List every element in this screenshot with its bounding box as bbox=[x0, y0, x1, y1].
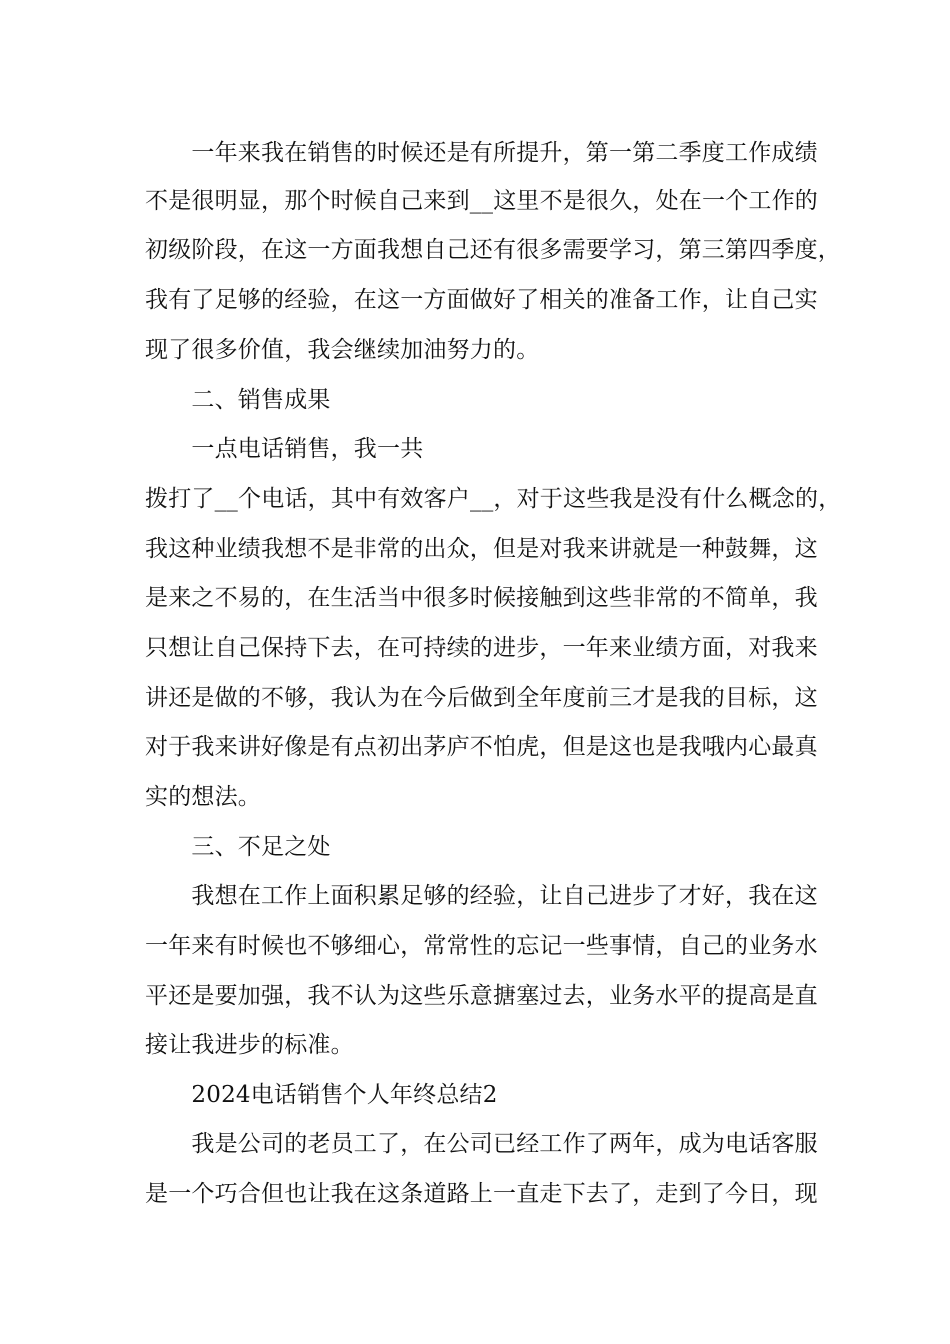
text-line: 我这种业绩我想不是非常的出众，但是对我来讲就是一种鼓舞，这 bbox=[145, 536, 818, 562]
section-heading: 二、销售成果 bbox=[145, 387, 331, 413]
text-line: 接让我进步的标准。 bbox=[145, 1032, 354, 1058]
text-line: 初级阶段，在这一方面我想自己还有很多需要学习，第三第四季度， bbox=[145, 237, 841, 263]
text-line: 不是很明显，那个时候自己来到__这里不是很久，处在一个工作的 bbox=[145, 188, 818, 214]
text-line: 现了很多价值，我会继续加油努力的。 bbox=[145, 337, 540, 363]
text-line: 一点电话销售，我一共 bbox=[145, 436, 424, 462]
text-line: 只想让自己保持下去，在可持续的进步，一年来业绩方面，对我来 bbox=[145, 635, 818, 661]
text-line: 一年来有时候也不够细心，常常性的忘记一些事情，自己的业务水 bbox=[145, 933, 818, 959]
text-line: 是一个巧合但也让我在这条道路上一直走下去了，走到了今日，现 bbox=[145, 1181, 818, 1207]
text-line: 对于我来讲好像是有点初出茅庐不怕虎，但是这也是我哦内心最真 bbox=[145, 734, 818, 760]
text-line: 拨打了__个电话，其中有效客户__，对于这些我是没有什么概念的， bbox=[145, 486, 842, 512]
text-line: 我想在工作上面积累足够的经验，让自己进步了才好，我在这 bbox=[145, 883, 818, 909]
text-line: 平还是要加强，我不认为这些乐意搪塞过去，业务水平的提高是直 bbox=[145, 983, 818, 1009]
text-line: 讲还是做的不够，我认为在今后做到全年度前三才是我的目标，这 bbox=[145, 685, 818, 711]
article-title: 2024电话销售个人年终总结2 bbox=[145, 1082, 498, 1108]
text-line: 实的想法。 bbox=[145, 784, 261, 810]
text-line: 我是公司的老员工了，在公司已经工作了两年，成为电话客服 bbox=[145, 1131, 818, 1157]
text-line: 是来之不易的，在生活当中很多时候接触到这些非常的不简单，我 bbox=[145, 585, 818, 611]
text-line: 我有了足够的经验，在这一方面做好了相关的准备工作，让自己实 bbox=[145, 287, 818, 313]
text-line: 一年来我在销售的时候还是有所提升，第一第二季度工作成绩 bbox=[145, 140, 818, 166]
section-heading: 三、不足之处 bbox=[145, 834, 331, 860]
